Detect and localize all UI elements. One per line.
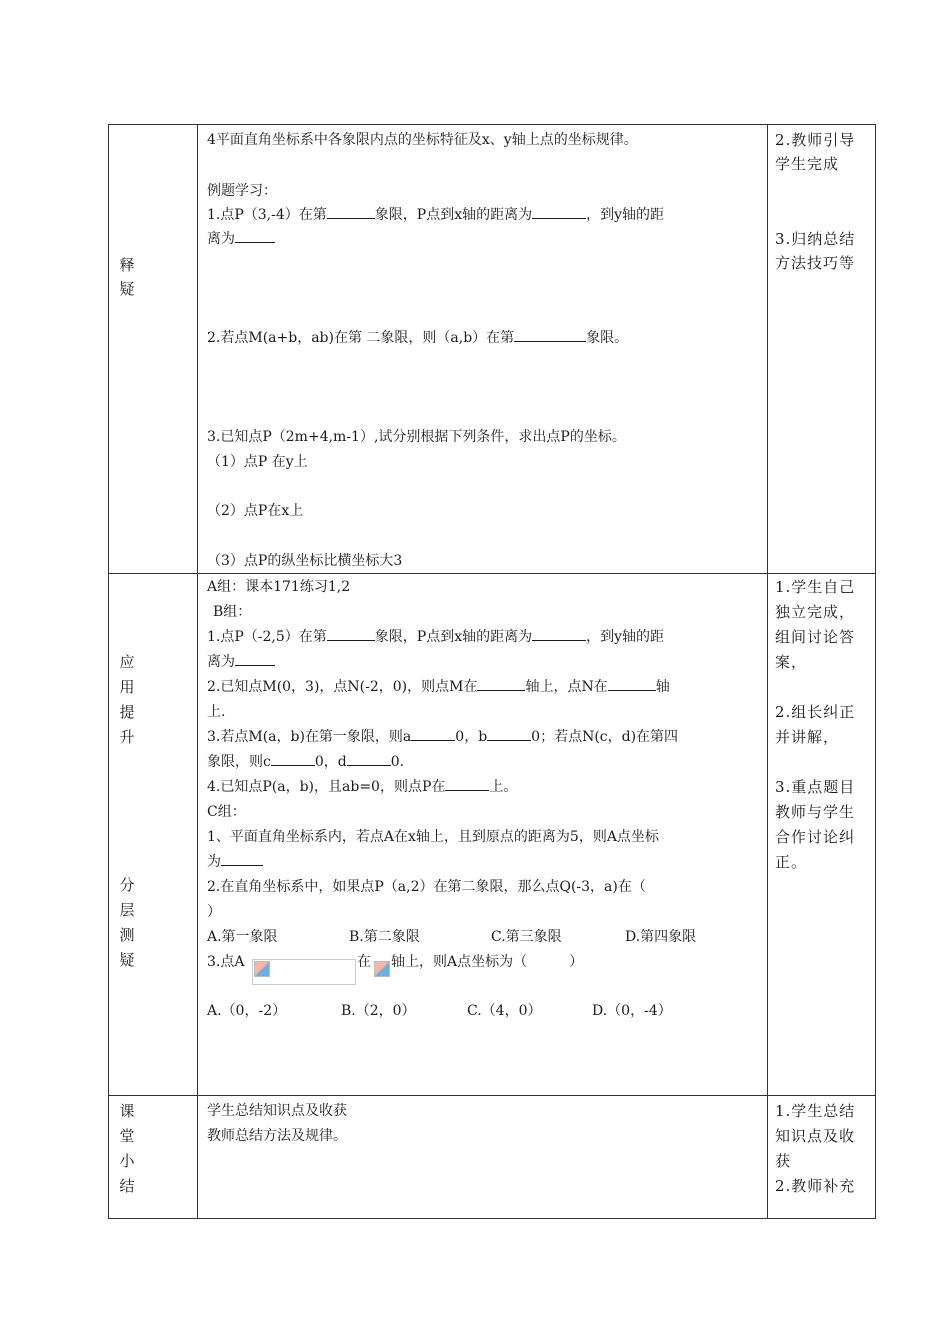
row-label-shiyi-1: 释 [119,256,135,274]
row-label-yingyong: 用 [119,678,135,696]
question-3-part-2: （2）点P在x上 [207,503,304,519]
group-b: B组： [213,604,252,620]
b-question-2-cont: 上. [207,704,226,720]
question-3: 3.已知点P（2m+4,m-1）,试分别根据下列条件，求出点P的坐标。 [207,429,626,445]
note: 正。 [775,853,808,871]
b-question-3-cont: 象限，则c 0，d 0. [207,750,404,774]
answer-blank [532,204,586,219]
row-label-fenceng: 疑 [119,951,135,969]
row-divider [109,1095,875,1096]
note: 案， [775,653,808,671]
note: 合作讨论纠 [775,828,856,846]
note: 获 [775,1152,792,1170]
c-question-2-option-a: A.第一象限 [207,929,278,945]
row-label-fenceng: 分 [119,876,135,894]
topic-line: 4平面直角坐标系中各象限内点的坐标特征及x、y轴上点的坐标规律。 [207,132,638,148]
group-c: C组： [207,804,246,820]
answer-blank [327,204,375,219]
row-label-yingyong: 升 [119,728,135,746]
column-divider [767,125,768,1218]
broken-image-icon [254,961,270,977]
c-question-1: 1、平面直角坐标系内，若点A在x轴上，且到原点的距离为5，则A点坐标 [207,829,659,845]
question-3-part-1: （1）点P 在y上 [207,454,308,470]
row-label-yingyong: 应 [119,653,135,671]
c-question-2-option-c: C.第三象限 [491,929,562,945]
broken-image-icon [374,961,390,977]
b-question-2: 2.已知点M(0，3)，点N(-2，0)，则点M在 轴上，点N在 轴 [207,675,670,699]
note: 3.归纳总结 [775,230,856,248]
c-question-3-a: 3.点A [207,954,245,970]
row-label-yingyong: 提 [119,703,135,721]
b-question-1: 1.点P（-2,5）在第 象限，P点到x轴的距离为 ，到y轴的距 [207,625,664,649]
note: 独立完成， [775,603,856,621]
row-label-fenceng: 层 [119,901,135,919]
row-label-xiaojie: 课 [119,1102,135,1120]
c-question-3-option-d: D.（0，-4） [592,1003,672,1019]
note: 1.学生总结 [775,1102,856,1120]
row-label-xiaojie: 小 [119,1152,135,1170]
c-question-2: 2.在直角坐标系中，如果点P（a,2）在第二象限，那么点Q(-3，a)在（ [207,879,646,895]
row-label-shiyi-2: 疑 [119,280,135,298]
c-question-3-option-c: C.（4，0） [467,1003,542,1019]
group-a: A组：课本171练习1,2 [207,579,351,595]
row-label-xiaojie: 堂 [119,1127,135,1145]
row-label-fenceng: 测 [119,926,135,944]
note: 1.学生自己 [775,578,856,596]
c-question-3-b: 在 [357,954,371,970]
note: 知识点及收 [775,1127,856,1145]
note: 2.组长纠正 [775,703,856,721]
c-question-3-option-b: B.（2，0） [341,1003,416,1019]
summary-line-2: 教师总结方法及规律。 [207,1128,347,1144]
c-question-2-option-d: D.第四象限 [625,929,697,945]
c-question-2-option-b: B.第二象限 [349,929,420,945]
note: 方法技巧等 [775,254,856,272]
question-1-cont: 离为 [207,227,275,251]
note: 组间讨论答 [775,628,856,646]
row-divider [109,573,875,574]
note: 2.教师补充 [775,1177,856,1195]
b-question-4: 4.已知点P(a，b)，且ab=0，则点P在 上。 [207,775,517,799]
question-2: 2.若点M(a+b，ab)在第 二象限，则（a,b）在第 象限。 [207,326,628,350]
question-1: 1.点P（3,-4）在第 象限，P点到x轴的距离为 ，到y轴的距 [207,203,664,227]
question-3-part-3: （3）点P的纵坐标比横坐标大3 [207,553,403,569]
lesson-table [108,124,876,1219]
c-question-3-option-a: A.（0，-2） [207,1003,287,1019]
note: 2.教师引导 [775,131,856,149]
c-question-3-c: 轴上，则A点坐标为（ ） [391,954,584,970]
c-question-1-cont: 为 [207,850,263,874]
c-question-2-cont: ） [207,904,221,920]
summary-line-1: 学生总结知识点及收获 [207,1103,347,1119]
note: 学生完成 [775,155,840,173]
b-question-1-cont: 离为 [207,650,275,674]
note: 教师与学生 [775,803,856,821]
note: 3.重点题目 [775,778,856,796]
answer-blank [514,327,586,342]
row-label-xiaojie: 结 [119,1177,135,1195]
answer-blank [235,228,275,243]
b-question-3: 3.若点M(a，b)在第一象限，则a 0，b 0；若点N(c，d)在第四 [207,725,678,749]
example-title: 例题学习： [207,183,277,199]
note: 并讲解， [775,728,840,746]
column-divider [197,125,198,1218]
